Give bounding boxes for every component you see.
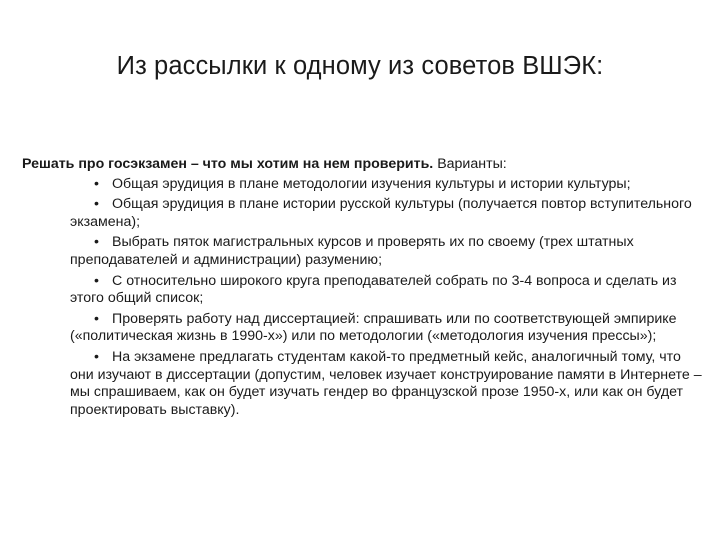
bullet-icon: •: [94, 272, 99, 289]
bullet-icon: •: [94, 175, 99, 192]
option-text: С относительно широкого круга преподавателей собрать по 3-4 вопроса и сделать из этого общий список;: [70, 272, 677, 307]
options-list: [22, 176, 702, 420]
intro-paragraph: [22, 156, 702, 174]
bullet-icon: •: [94, 196, 99, 213]
option-item: [70, 273, 702, 308]
option-text: На экзамене предлагать студентам какой-то предметный кейс, аналогичный тому, что они изучают в диссертации (допустим, человек изучает конструирование памяти в Интернете – мы спрашиваем, как он будет изучать гендер во французской прозе 1950-х, или как он будет проектировать выставку).: [70, 348, 702, 418]
intro-lead: Решать про госэкзамен – что мы хотим на нем проверить.: [22, 156, 434, 172]
option-item: [70, 196, 702, 231]
bullet-icon: •: [94, 234, 99, 251]
intro-rest: Варианты:: [433, 156, 507, 172]
slide-title: Из рассылки к одному из советов ВШЭК:: [116, 52, 604, 80]
option-item: [70, 234, 702, 269]
bullet-icon: •: [94, 348, 99, 365]
slide-body: [22, 156, 702, 422]
option-item: [70, 311, 702, 346]
option-item: [70, 176, 702, 194]
option-text: Выбрать пяток магистральных курсов и проверять их по своему (трех штатных преподавателей и администрации) разумению;: [70, 234, 634, 268]
option-item: [70, 349, 702, 419]
option-text: Общая эрудиция в плане методологии изучения культуры и истории культуры;: [112, 175, 631, 192]
option-text: Общая эрудиция в плане истории русской культуры (получается повтор вступительного экзамена);: [70, 196, 692, 230]
option-text: Проверять работу над диссертацией: спрашивать или по соответствующей эмпирике («политическая жизнь в 1990-х») или по методологии («методология изучения прессы»);: [70, 310, 677, 345]
bullet-icon: •: [94, 310, 99, 327]
